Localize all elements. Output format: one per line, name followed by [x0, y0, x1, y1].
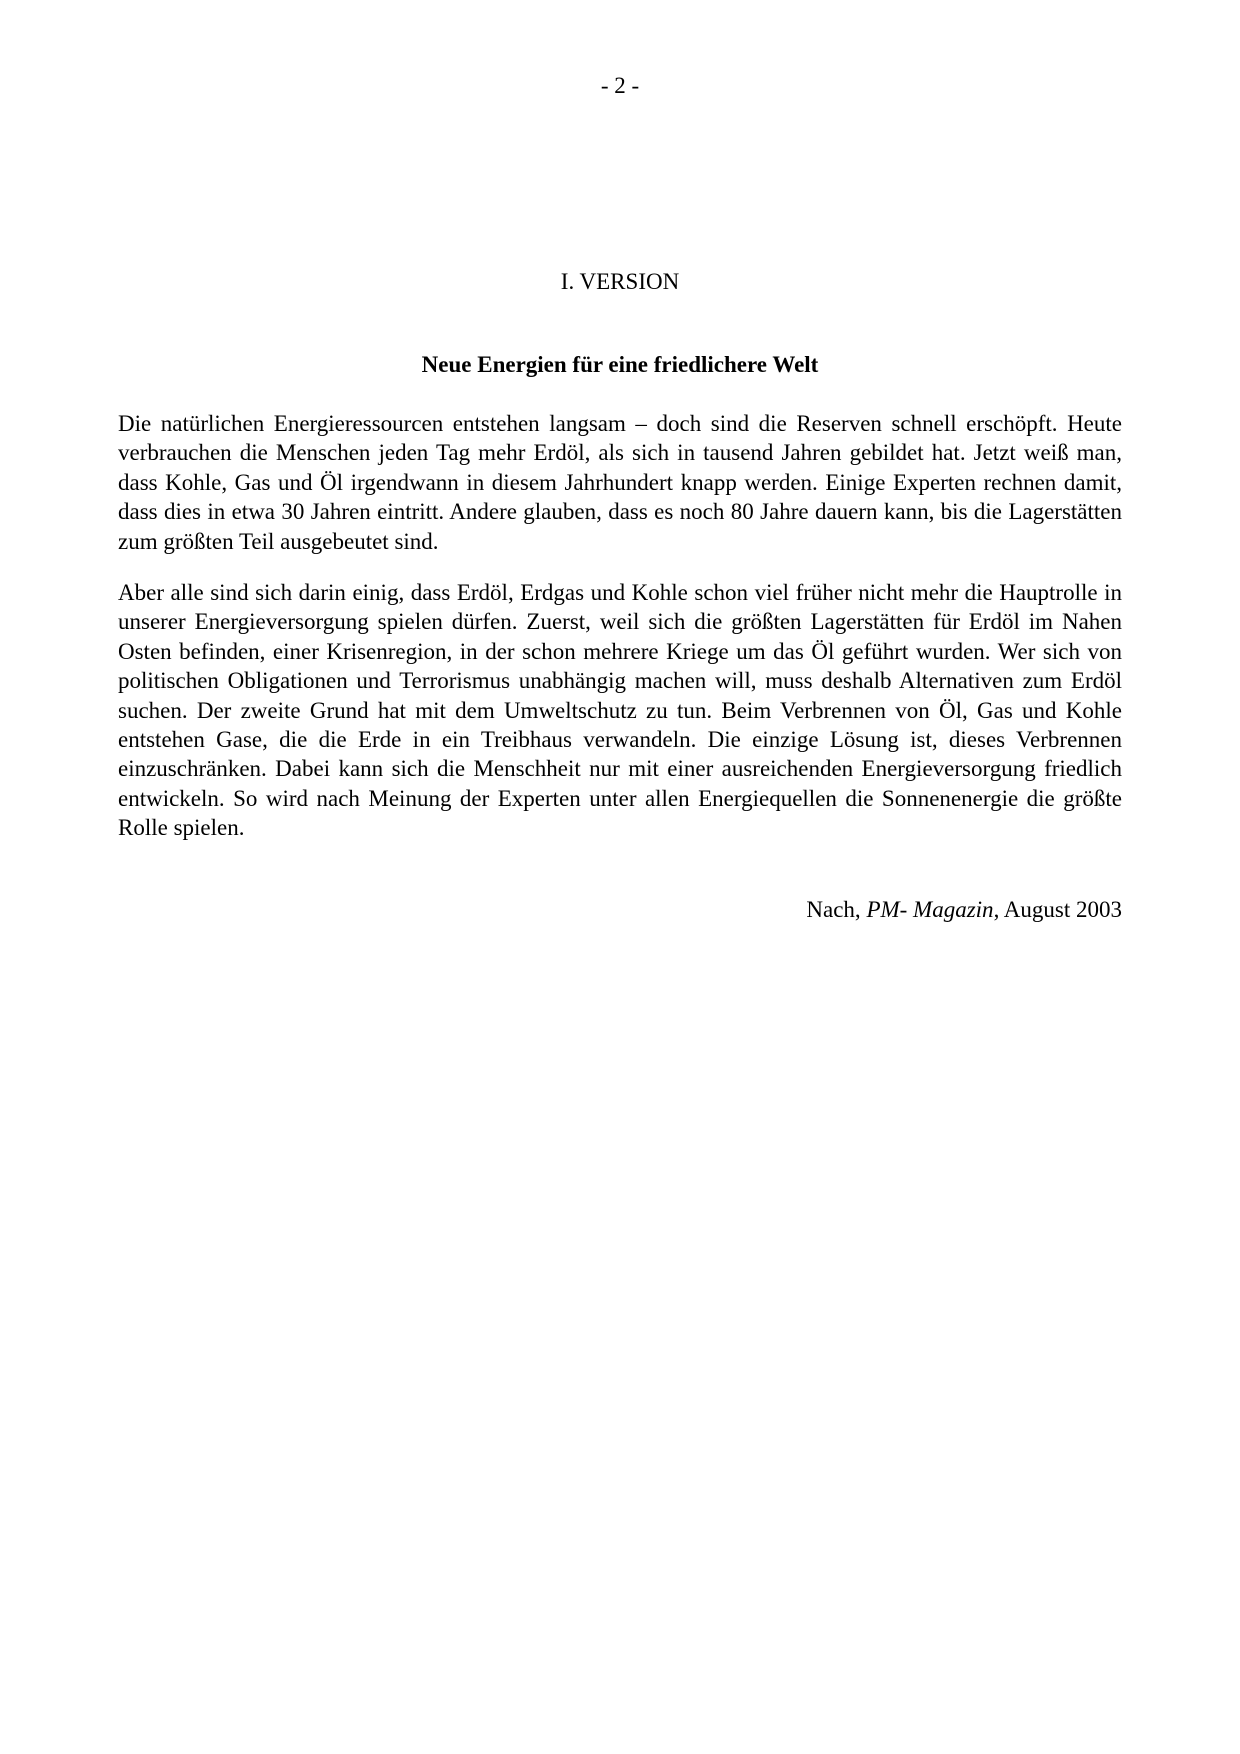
- page-number: - 2 -: [600, 73, 640, 98]
- article-title: Neue Energien für eine friedlichere Welt: [421, 352, 819, 377]
- source-citation: [806, 896, 1122, 924]
- article-paragraph-2: Aber alle sind sich darin einig, dass Erdöl, Erdgas und Kohle schon viel früher nicht mehr die Hauptrolle in unserer Energieversorgung spielen dürfen. Zuerst, weil sich die größten Lagerstätten für Erdöl im Nahen Osten befinden, einer Krisenregion, in der schon mehrere Kriege um das Öl geführt wurden. Wer sich von politischen Obligationen und Terrorismus unabhängig machen will, muss deshalb Alternativen zum Erdöl suchen. Der zweite Grund hat mit dem Umweltschutz zu tun. Beim Verbrennen von Öl, Gas und Kohle entstehen Gase, die die Erde in ein Treibhaus verwandeln. Die einzige Lösung ist, dieses Verbrennen einzuschränken. Dabei kann sich die Menschheit nur mit einer ausreichenden Energieversorgung friedlich entwickeln. So wird nach Meinung der Experten unter allen Energiequellen die Sonnenenergie die größte Rolle spielen.: [118, 580, 1122, 841]
- source-publication: PM- Magazin: [866, 897, 994, 922]
- source-suffix: , August 2003: [993, 897, 1122, 922]
- version-heading: I. VERSION: [560, 269, 680, 294]
- article-paragraph-1: Die natürlichen Energieressourcen entstehen langsam – doch sind die Reserven schnell erschöpft. Heute verbrauchen die Menschen jeden Tag mehr Erdöl, als sich in tausend Jahren gebildet hat. Jetzt weiß man, dass Kohle, Gas und Öl irgendwann in diesem Jahrhundert knapp werden. Einige Experten rechnen damit, dass dies in etwa 30 Jahren eintritt. Andere glauben, dass es noch 80 Jahre dauern kann, bis die Lagerstätten zum größten Teil ausgebeutet sind.: [118, 411, 1122, 554]
- source-prefix: Nach,: [806, 897, 867, 922]
